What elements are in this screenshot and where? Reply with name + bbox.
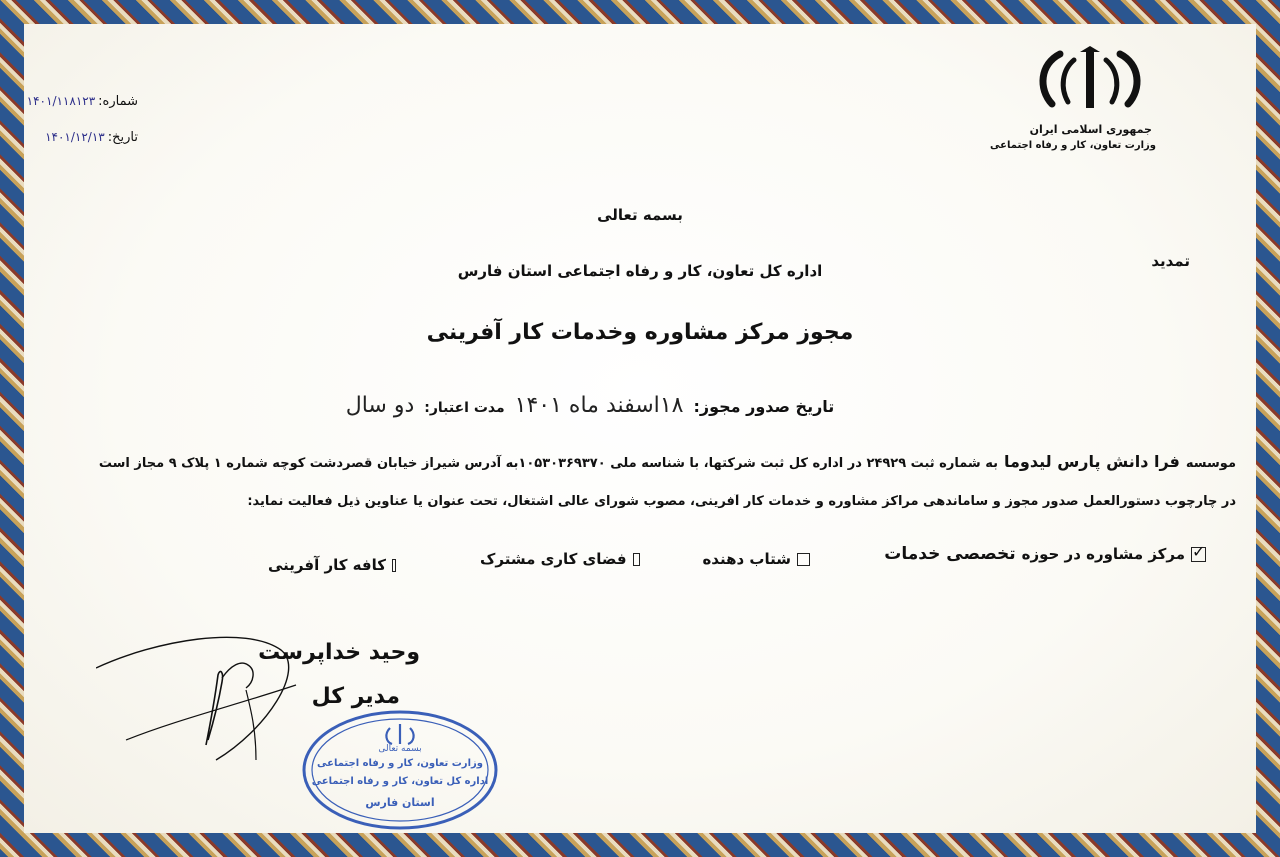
- issue-label: تاریخ صدور مجوز:: [693, 397, 835, 416]
- emblem-line-1: جمهوری اسلامی ایران: [1029, 123, 1152, 136]
- stamp-line-2: وزارت تعاون، کار و رفاه اجتماعی: [317, 758, 483, 769]
- body-line1-rest: به شماره ثبت ۲۴۹۲۹ در اداره کل ثبت شرکتها، با شناسه ملی ۱۰۵۳۰۳۶۹۳۷۰به آدرس شیراز خیابان قصردشت کوچه شماره ۱ پلاک ۹ مجاز است: [98, 456, 998, 471]
- option-label: کافه کار آفرینی: [268, 556, 386, 574]
- option-coworking[interactable]: [480, 550, 640, 568]
- body-line1-start: موسسه: [1185, 456, 1236, 471]
- stamp-line-1: بسمه تعالی: [378, 744, 422, 754]
- checkbox-icon: [633, 553, 640, 566]
- validity-label: مدت اعتبار:: [424, 400, 505, 416]
- date-value: ۱۴۰۱/۱۲/۱۳: [45, 130, 105, 144]
- body-line-1: [40, 452, 1236, 471]
- org-name: فرا دانش پارس لیدوما: [1004, 452, 1180, 471]
- option-specialized-services[interactable]: [880, 544, 1206, 564]
- office-name: اداره کل تعاون، کار و رفاه اجتماعی استان فارس: [457, 262, 823, 280]
- emblem-line-2: وزارت تعاون، کار و رفاه اجتماعی: [990, 140, 1156, 151]
- stamp-line-4: استان فارس: [365, 796, 435, 809]
- signatory-role: مدیر کل: [311, 684, 400, 709]
- date-label: تاریخ:: [107, 130, 138, 145]
- official-stamp: [300, 708, 500, 833]
- validity-value: دو سال: [345, 393, 415, 418]
- checkbox-icon: [797, 553, 810, 566]
- checkbox-icon: [392, 559, 396, 572]
- option-label: مرکز مشاوره در حوزه: [1021, 545, 1185, 563]
- option-entrepreneur-cafe[interactable]: [268, 556, 396, 574]
- date-row: [34, 130, 138, 145]
- issue-row: [290, 393, 890, 418]
- number-label: شماره:: [98, 94, 138, 109]
- number-value: ۱۴۰۱/۱۱۸۱۲۳: [26, 94, 96, 108]
- renewal-label: تمدید: [1151, 252, 1190, 270]
- option-label: شتاب دهنده: [702, 550, 791, 568]
- option-label: فضای کاری مشترک: [480, 550, 627, 568]
- option-extra: تخصصی خدمات: [884, 544, 1016, 564]
- signatory-name: وحید خداپرست: [258, 640, 420, 665]
- bismillah: بسمه تعالی: [597, 206, 683, 224]
- emblem: [1030, 44, 1150, 122]
- number-row: [26, 94, 138, 109]
- body-line-2: در چارچوب دستورالعمل صدور مجوز و ساماندهی مراکز مشاوره و خدمات کار آفرینی، مصوب شورای عالی اشتغال، تحت عنوان یا عناوین ذیل فعالیت نماید:: [247, 494, 1236, 509]
- stamp-line-3: اداره کل تعاون، کار و رفاه اجتماعی: [311, 776, 489, 787]
- issue-value: ۱۸اسفند ماه ۱۴۰۱: [514, 393, 684, 418]
- page-title: مجوز مرکز مشاوره وخدمات کار آفرینی: [426, 320, 854, 345]
- option-accelerator[interactable]: [700, 550, 810, 568]
- iran-emblem-icon: [1030, 44, 1150, 122]
- checkbox-checked-icon: [1191, 547, 1206, 562]
